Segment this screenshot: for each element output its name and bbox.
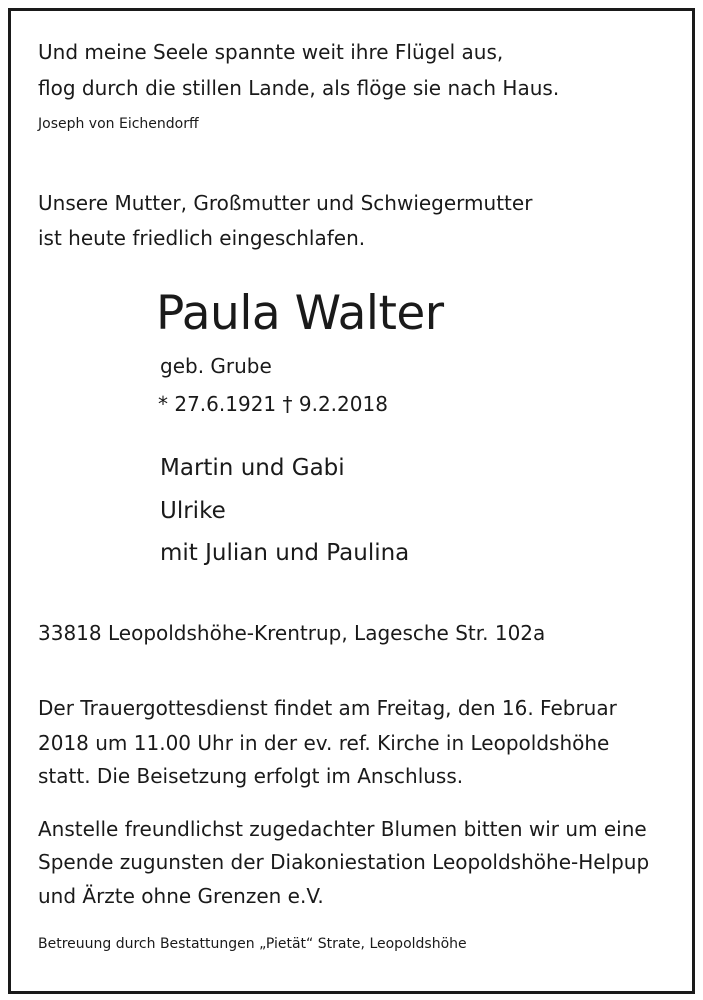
mourner-3: mit Julian und Paulina xyxy=(160,540,410,566)
poem-line-1: Und meine Seele spannte weit ihre Flügel aus, xyxy=(38,40,504,64)
birth-name: geb. Grube xyxy=(160,354,272,378)
funeral-home-credit: Betreuung durch Bestattungen „Pietät“ Strate, Leopoldshöhe xyxy=(38,936,467,952)
intro-line-2: ist heute friedlich eingeschlafen. xyxy=(38,226,366,250)
mourner-2: Ulrike xyxy=(160,498,226,524)
deceased-name: Paula Walter xyxy=(156,286,444,341)
service-line-1: Der Trauergottesdienst findet am Freitag, den 16. Februar xyxy=(38,696,617,720)
donation-line-2: Spende zugunsten der Diakoniestation Leopoldshöhe-Helpup xyxy=(38,850,650,874)
life-dates: * 27.6.1921 † 9.2.2018 xyxy=(158,392,388,416)
notice-border xyxy=(8,8,695,994)
service-line-3: statt. Die Beisetzung erfolgt im Anschluss. xyxy=(38,764,464,788)
donation-line-3: und Ärzte ohne Grenzen e.V. xyxy=(38,884,324,908)
donation-line-1: Anstelle freundlichst zugedachter Blumen bitten wir um eine xyxy=(38,817,647,841)
poem-author: Joseph von Eichendorff xyxy=(38,116,199,132)
intro-line-1: Unsere Mutter, Großmutter und Schwiegermutter xyxy=(38,191,533,215)
poem-line-2: flog durch die stillen Lande, als flöge sie nach Haus. xyxy=(38,76,560,100)
mourner-1: Martin und Gabi xyxy=(160,455,345,481)
service-line-2: 2018 um 11.00 Uhr in der ev. ref. Kirche in Leopoldshöhe xyxy=(38,731,610,755)
family-address: 33818 Leopoldshöhe-Krentrup, Lagesche Str. 102a xyxy=(38,621,546,645)
